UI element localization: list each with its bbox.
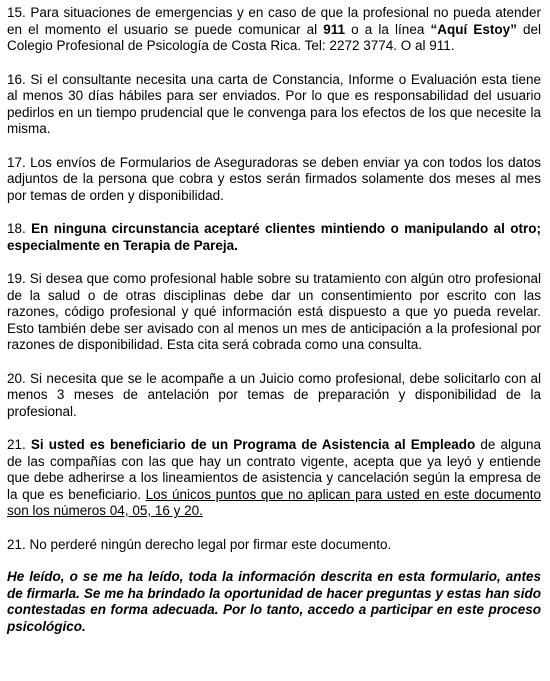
clause-15-text-c: o a la línea — [345, 21, 431, 37]
clause-17: 17. Los envíos de Formularios de Aseguradoras se deben enviar ya con todos los datos adjuntos de la persona que cobra y estos serán firmados solamente dos meses al mes por temas de orden y disponibilidad. — [7, 154, 541, 203]
clause-21-number: 21. — [7, 437, 31, 452]
clause-15-text-a: 15. Para situaciones de emergencias y en caso de que la profesional no pueda atender en el momento el usuario se puede comunicar al — [7, 5, 541, 37]
closing-statement: He leído, o se me ha leído, toda la información descrita en esta formulario, antes de firmarla. Se me ha brindado la oportunidad de hacer preguntas y estas han sido contestadas en forma adecuada. Por lo tanto, accedo a participar en este proceso psicológico. — [7, 569, 541, 634]
clause-21-legal-rights: 21. No perderé ningún derecho legal por firmar este documento. — [7, 536, 392, 552]
clause-21-text: de alguna de las compañías con las que hay un contrato vigente, acepta que ya leyó y entiende que debe adherirse a los lineamientos de asistencia y cancelación según la empresa de la que es beneficiario. — [7, 437, 542, 502]
clause-16: 16. Si el consultante necesita una carta de Constancia, Informe o Evaluación esta tiene al menos 30 días hábiles para ser enviados. Por lo que es responsabilidad del usuario pedirlos en un tiempo prudencial que le convenga para los efectos de los que necesite la misma. — [7, 71, 541, 136]
clause-21-exceptions: Los únicos puntos que no aplican para usted en este documento son los números 04, 05, 16 y 20. — [7, 486, 541, 518]
clause-20: 20. Si necesita que se le acompañe a un Juicio como profesional, debe solicitarlo con al menos 3 meses de antelación por temas de preparación y disponibilidad de la profesional. — [7, 370, 541, 419]
clause-19: 19. Si desea que como profesional hable sobre su tratamiento con algún otro profesional de la salud o de otras disciplinas debe dar un consentimiento por escrito con las razones, código profesional y qué información está dispuesto a que yo pueda revelar. Esto también debe ser avisado con al menos un mes de anticipación a la profesional por razones de disponibilidad. Esta cita será cobrada como una consulta. — [7, 271, 541, 352]
clause-18 — [7, 221, 541, 254]
clause-18-number: 18. — [7, 221, 32, 236]
clause-15 — [7, 5, 541, 55]
clause-18-bold-text: En ninguna circunstancia aceptaré clientes mintiendo o manipulando al otro; especialmente en Terapia de Pareja. — [7, 221, 541, 253]
clause-15-phone-911: 911 — [323, 21, 346, 37]
clause-21-eap-title: Si usted es beneficiario de un Programa de Asistencia al Empleado — [30, 437, 476, 452]
clause-21-eap — [7, 437, 541, 520]
clause-15-text-e: del Colegio Profesional de Psicología de Costa Rica. Tel: 2272 3774. O al 911. — [7, 21, 541, 53]
clause-15-aqui-estoy: “Aquí Estoy” — [430, 21, 517, 37]
